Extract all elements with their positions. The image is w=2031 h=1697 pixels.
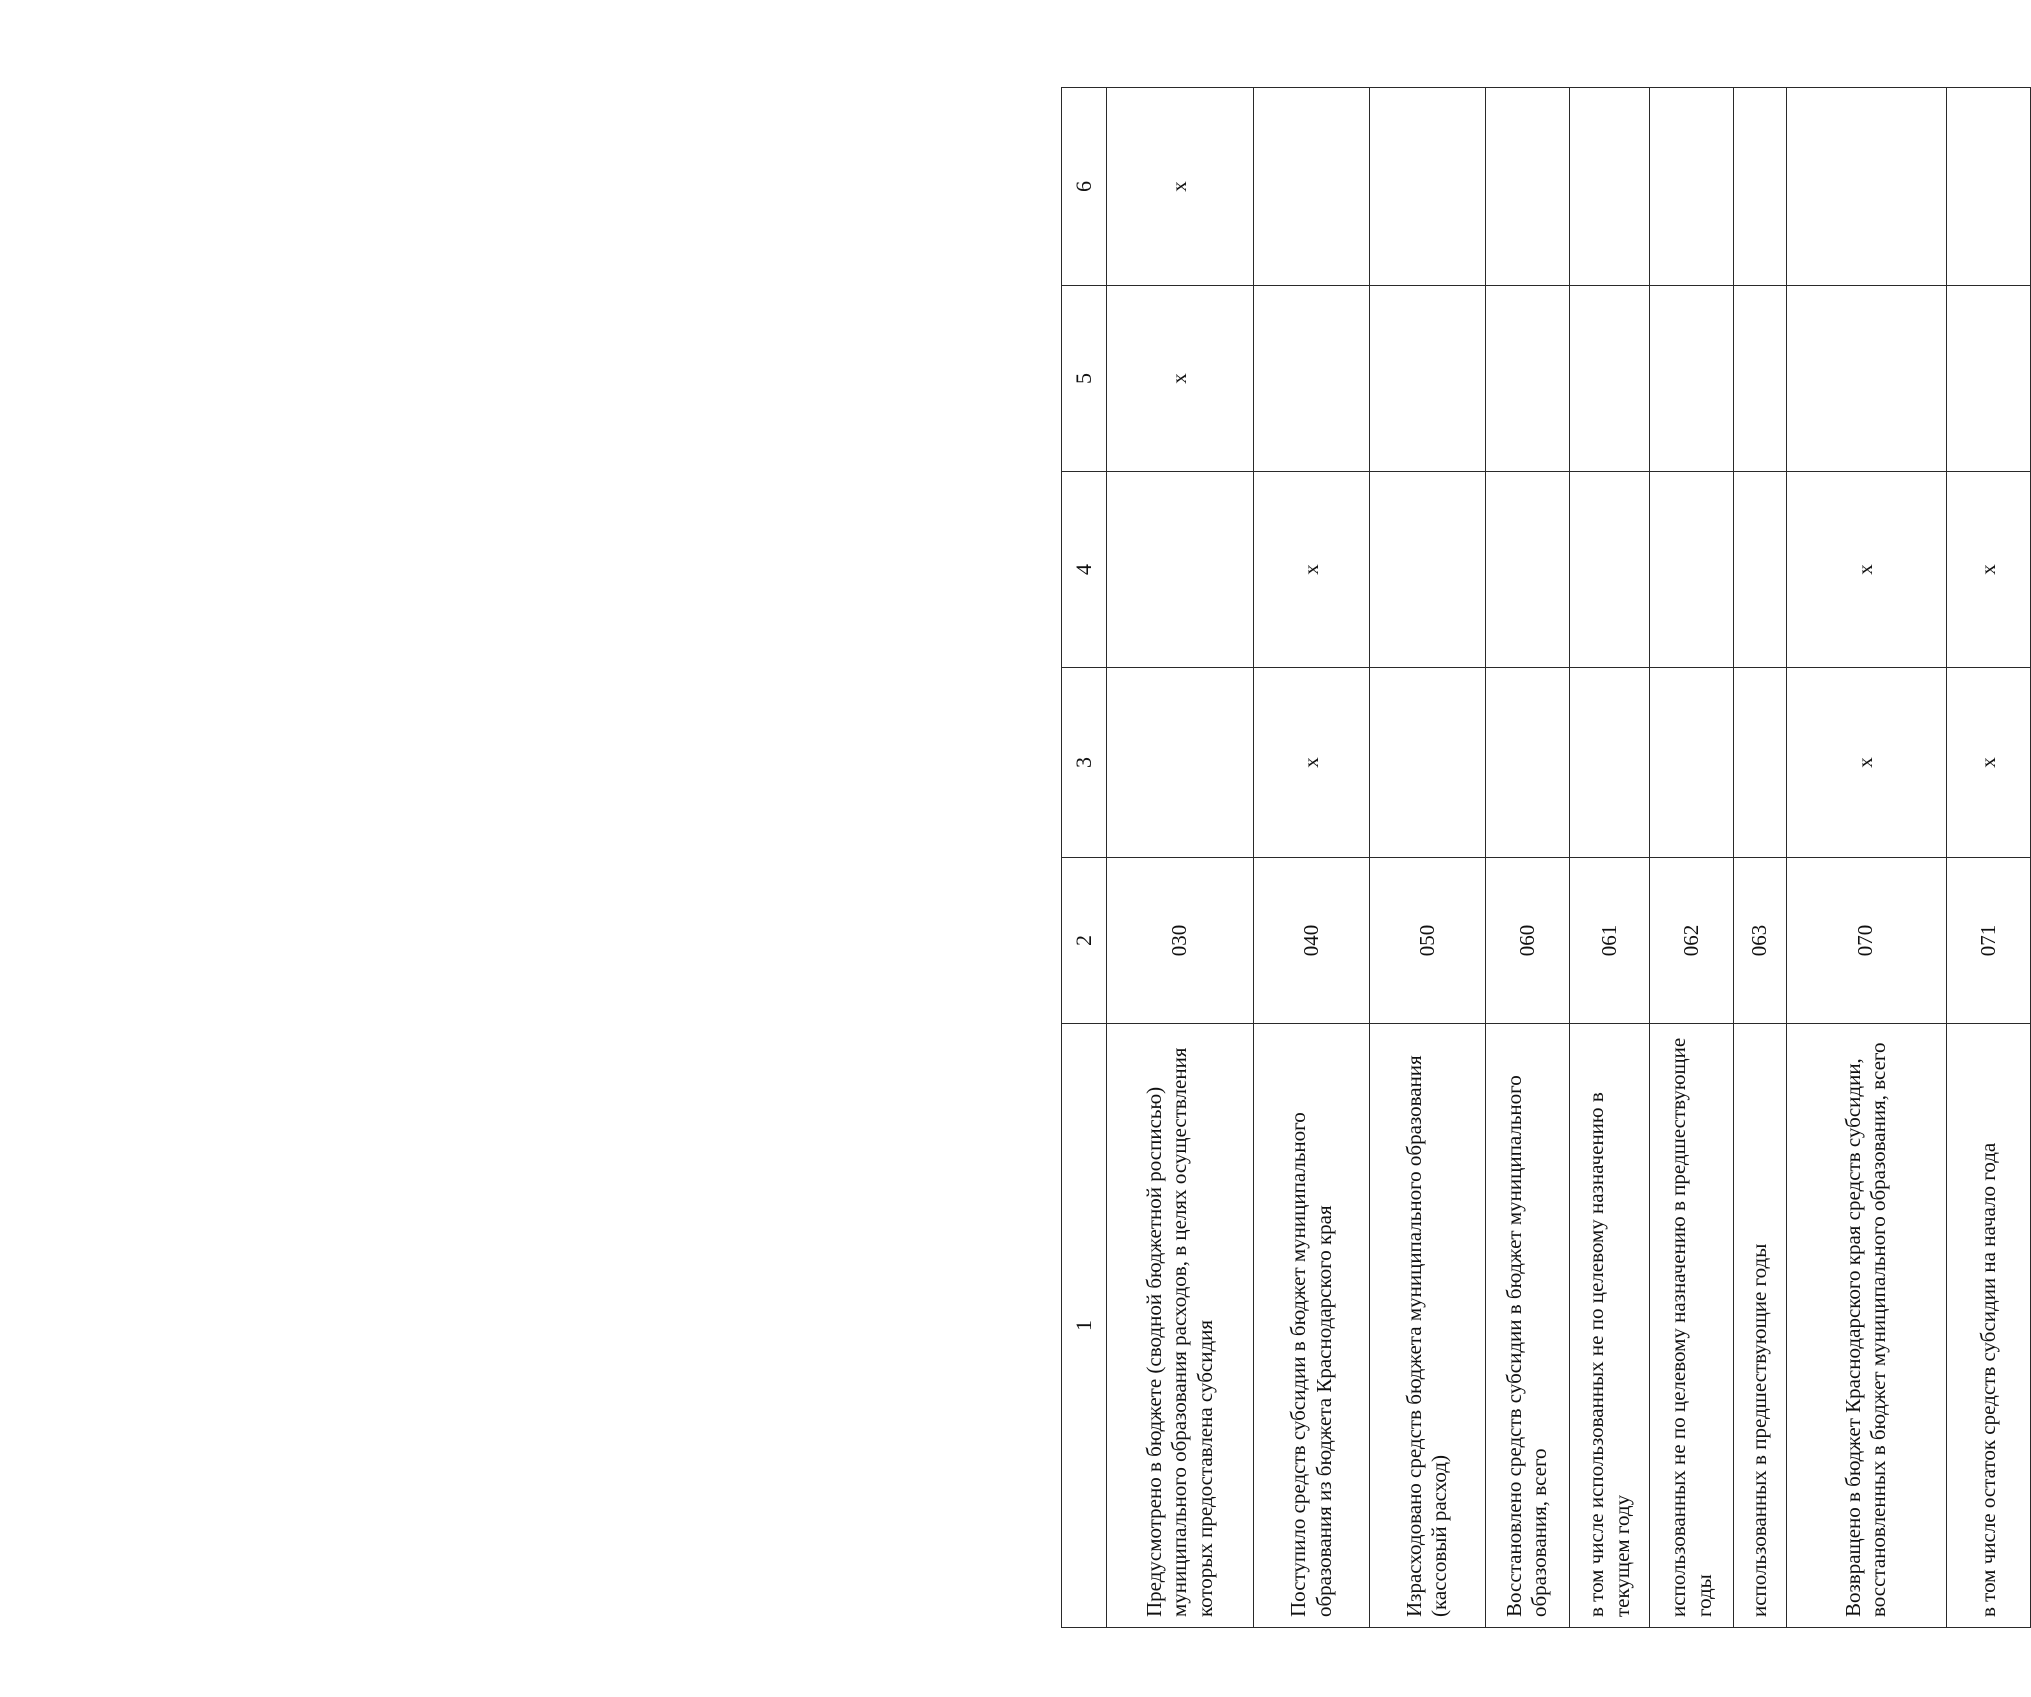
cell-col-5 <box>1786 286 1946 472</box>
table-row <box>1107 88 1254 1628</box>
header-row <box>1062 88 1107 1628</box>
table-row <box>1254 88 1370 1628</box>
column-header-1: 1 <box>1062 1024 1107 1628</box>
cell-col-6 <box>1254 88 1370 286</box>
row-code: 071 <box>1946 858 2030 1024</box>
row-code: 063 <box>1734 858 1787 1024</box>
rotated-page <box>1061 88 2031 1628</box>
cell-col-3 <box>1734 668 1787 858</box>
cell-col-4 <box>1570 472 1650 668</box>
row-description: Восстановлено средств субсидии в бюджет муниципального образования, всего <box>1485 1024 1569 1628</box>
row-code: 061 <box>1570 858 1650 1024</box>
cell-col-3 <box>1649 668 1733 858</box>
row-description: Предусмотрено в бюджете (сводной бюджетной росписью) муниципального образования расходов, в целях осуществления которых предоставлена субсидия <box>1107 1024 1254 1628</box>
row-description: Возвращено в бюджет Краснодарского края средств субсидии, восстановленных в бюджет муниципального образования, всего <box>1786 1024 1946 1628</box>
cell-col-3 <box>1107 668 1254 858</box>
cell-col-5: x <box>1107 286 1254 472</box>
cell-col-3: x <box>1946 668 2030 858</box>
cell-col-6 <box>1485 88 1569 286</box>
cell-col-6 <box>1370 88 1486 286</box>
row-description: в том числе использованных не по целевому назначению в текущем году <box>1570 1024 1650 1628</box>
cell-col-4 <box>1107 472 1254 668</box>
column-header-5: 5 <box>1062 286 1107 472</box>
cell-col-4 <box>1370 472 1486 668</box>
cell-col-4: x <box>1946 472 2030 668</box>
column-header-6: 6 <box>1062 88 1107 286</box>
column-header-4: 4 <box>1062 472 1107 668</box>
column-header-2: 2 <box>1062 858 1107 1024</box>
cell-col-6: x <box>1107 88 1254 286</box>
row-description: Поступило средств субсидии в бюджет муниципального образования из бюджета Краснодарского края <box>1254 1024 1370 1628</box>
table-row <box>1485 88 1569 1628</box>
cell-col-6 <box>1649 88 1733 286</box>
cell-col-4 <box>1649 472 1733 668</box>
cell-col-6 <box>1786 88 1946 286</box>
cell-col-3: x <box>1254 668 1370 858</box>
table-row <box>1370 88 1486 1628</box>
row-code: 062 <box>1649 858 1733 1024</box>
row-code: 070 <box>1786 858 1946 1024</box>
table-row <box>1946 88 2030 1628</box>
cell-col-4: x <box>1786 472 1946 668</box>
table-row <box>1734 88 1787 1628</box>
row-code: 050 <box>1370 858 1486 1024</box>
row-description: Израсходовано средств бюджета муниципального образования (кассовый расход) <box>1370 1024 1486 1628</box>
cell-col-4: x <box>1254 472 1370 668</box>
table-row <box>1570 88 1650 1628</box>
row-code: 060 <box>1485 858 1569 1024</box>
cell-col-5 <box>1570 286 1650 472</box>
subsidy-report-table <box>1061 87 2031 1628</box>
cell-col-3 <box>1370 668 1486 858</box>
row-description: использованных не по целевому назначению в предшествующие годы <box>1649 1024 1733 1628</box>
cell-col-6 <box>1570 88 1650 286</box>
cell-col-5 <box>1946 286 2030 472</box>
cell-col-5 <box>1734 286 1787 472</box>
cell-col-5 <box>1485 286 1569 472</box>
cell-col-5 <box>1370 286 1486 472</box>
table-row <box>1786 88 1946 1628</box>
row-code: 040 <box>1254 858 1370 1024</box>
cell-col-3 <box>1570 668 1650 858</box>
cell-col-3: x <box>1786 668 1946 858</box>
cell-col-6 <box>1946 88 2030 286</box>
cell-col-5 <box>1254 286 1370 472</box>
cell-col-6 <box>1734 88 1787 286</box>
table-row <box>1649 88 1733 1628</box>
cell-col-4 <box>1734 472 1787 668</box>
row-code: 030 <box>1107 858 1254 1024</box>
column-header-3: 3 <box>1062 668 1107 858</box>
row-description: в том числе остаток средств субсидии на начало года <box>1946 1024 2030 1628</box>
cell-col-4 <box>1485 472 1569 668</box>
cell-col-5 <box>1649 286 1733 472</box>
cell-col-3 <box>1485 668 1569 858</box>
row-description: использованных в предшествующие годы <box>1734 1024 1787 1628</box>
